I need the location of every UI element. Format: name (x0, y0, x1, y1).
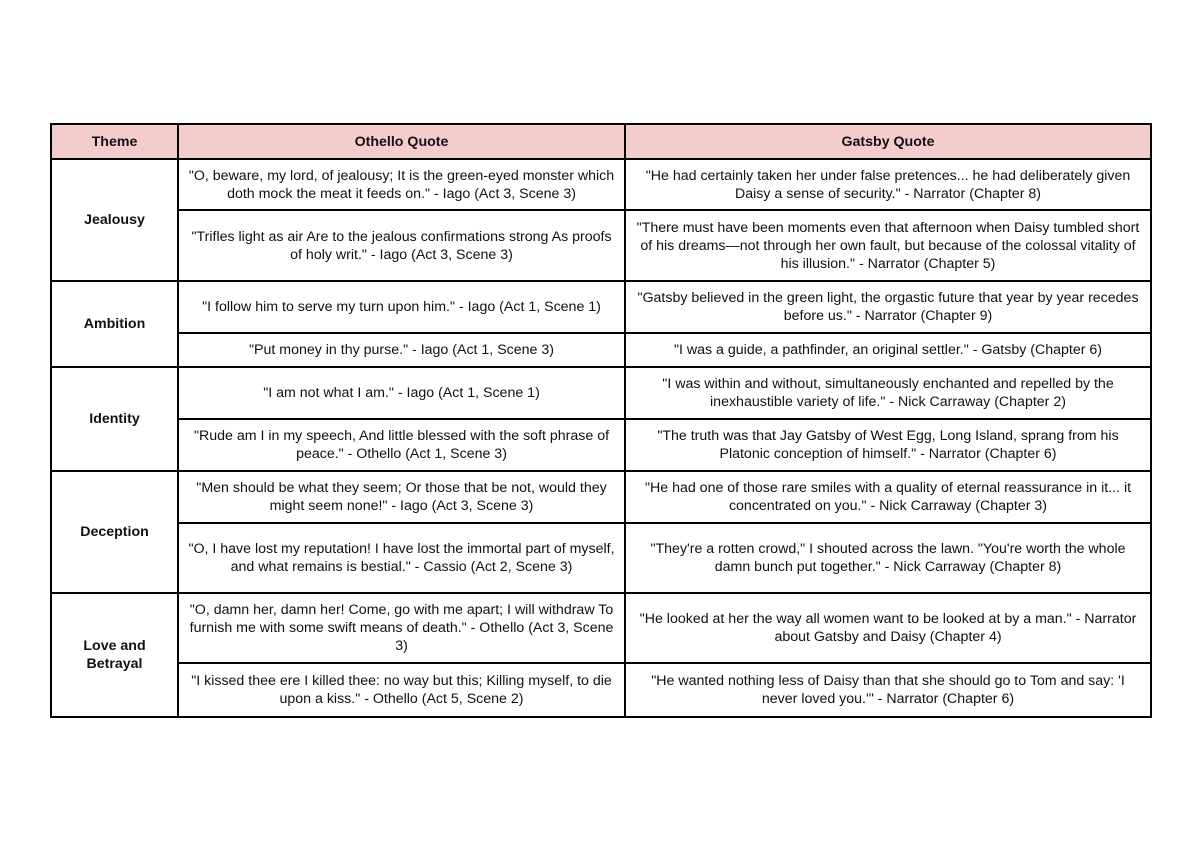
theme-cell-ambition: Ambition (51, 281, 178, 367)
header-theme: Theme (51, 124, 178, 159)
othello-quote-cell: "O, I have lost my reputation! I have lost the immortal part of myself, and what remains is bestial." - Cassio (Act 2, Scene 3) (178, 523, 625, 593)
theme-cell-deception: Deception (51, 471, 178, 593)
table-row (51, 159, 1151, 210)
othello-quote-cell: "O, beware, my lord, of jealousy; It is the green-eyed monster which doth mock the meat it feeds on." - Iago (Act 3, Scene 3) (178, 159, 625, 210)
table-row (51, 471, 1151, 523)
othello-quote-cell: "Put money in thy purse." - Iago (Act 1, Scene 3) (178, 333, 625, 367)
gatsby-quote-cell: "I was within and without, simultaneously enchanted and repelled by the inexhaustible variety of life." - Nick Carraway (Chapter 2) (625, 367, 1151, 419)
gatsby-quote-cell: "I was a guide, a pathfinder, an original settler." - Gatsby (Chapter 6) (625, 333, 1151, 367)
table-row (51, 419, 1151, 471)
table-row (51, 333, 1151, 367)
theme-cell-jealousy: Jealousy (51, 159, 178, 281)
othello-quote-cell: "Men should be what they seem; Or those that be not, would they might seem none!" - Iago (Act 3, Scene 3) (178, 471, 625, 523)
gatsby-quote-cell: "He looked at her the way all women want to be looked at by a man." - Narrator about Gatsby and Daisy (Chapter 4) (625, 593, 1151, 663)
theme-cell-identity: Identity (51, 367, 178, 471)
othello-quote-cell: "I follow him to serve my turn upon him." - Iago (Act 1, Scene 1) (178, 281, 625, 333)
gatsby-quote-cell: "He had one of those rare smiles with a quality of eternal reassurance in it... it concentrated on you." - Nick Carraway (Chapter 3) (625, 471, 1151, 523)
table-row (51, 593, 1151, 663)
othello-quote-cell: "I am not what I am." - Iago (Act 1, Scene 1) (178, 367, 625, 419)
table-row (51, 523, 1151, 593)
table-row (51, 663, 1151, 717)
table-row (51, 281, 1151, 333)
othello-quote-cell: "Rude am I in my speech, And little blessed with the soft phrase of peace." - Othello (Act 1, Scene 3) (178, 419, 625, 471)
othello-quote-cell: "I kissed thee ere I killed thee: no way but this; Killing myself, to die upon a kiss." - Othello (Act 5, Scene 2) (178, 663, 625, 717)
gatsby-quote-cell: "There must have been moments even that afternoon when Daisy tumbled short of his dreams—not through her own fault, but because of the colossal vitality of his illusion." - Narrator (Chapter 5) (625, 210, 1151, 281)
header-row (51, 124, 1151, 159)
gatsby-quote-cell: "He wanted nothing less of Daisy than that she should go to Tom and say: 'I never loved you.'" - Narrator (Chapter 6) (625, 663, 1151, 717)
gatsby-quote-cell: "He had certainly taken her under false pretences... he had deliberately given Daisy a sense of security." - Narrator (Chapter 8) (625, 159, 1151, 210)
quote-comparison-table (50, 123, 1152, 718)
table-row (51, 367, 1151, 419)
table-header (51, 124, 1151, 159)
header-othello-quote: Othello Quote (178, 124, 625, 159)
othello-quote-cell: "Trifles light as air Are to the jealous confirmations strong As proofs of holy writ." - Iago (Act 3, Scene 3) (178, 210, 625, 281)
othello-quote-cell: "O, damn her, damn her! Come, go with me apart; I will withdraw To furnish me with some swift means of death." - Othello (Act 3, Scene 3) (178, 593, 625, 663)
table-row (51, 210, 1151, 281)
gatsby-quote-cell: "Gatsby believed in the green light, the orgastic future that year by year recedes before us." - Narrator (Chapter 9) (625, 281, 1151, 333)
table-body (51, 159, 1151, 717)
header-gatsby-quote: Gatsby Quote (625, 124, 1151, 159)
theme-cell-love-and-betrayal: Love and Betrayal (51, 593, 178, 717)
gatsby-quote-cell: "They're a rotten crowd," I shouted across the lawn. "You're worth the whole damn bunch put together." - Nick Carraway (Chapter 8) (625, 523, 1151, 593)
gatsby-quote-cell: "The truth was that Jay Gatsby of West Egg, Long Island, sprang from his Platonic conception of himself." - Narrator (Chapter 6) (625, 419, 1151, 471)
